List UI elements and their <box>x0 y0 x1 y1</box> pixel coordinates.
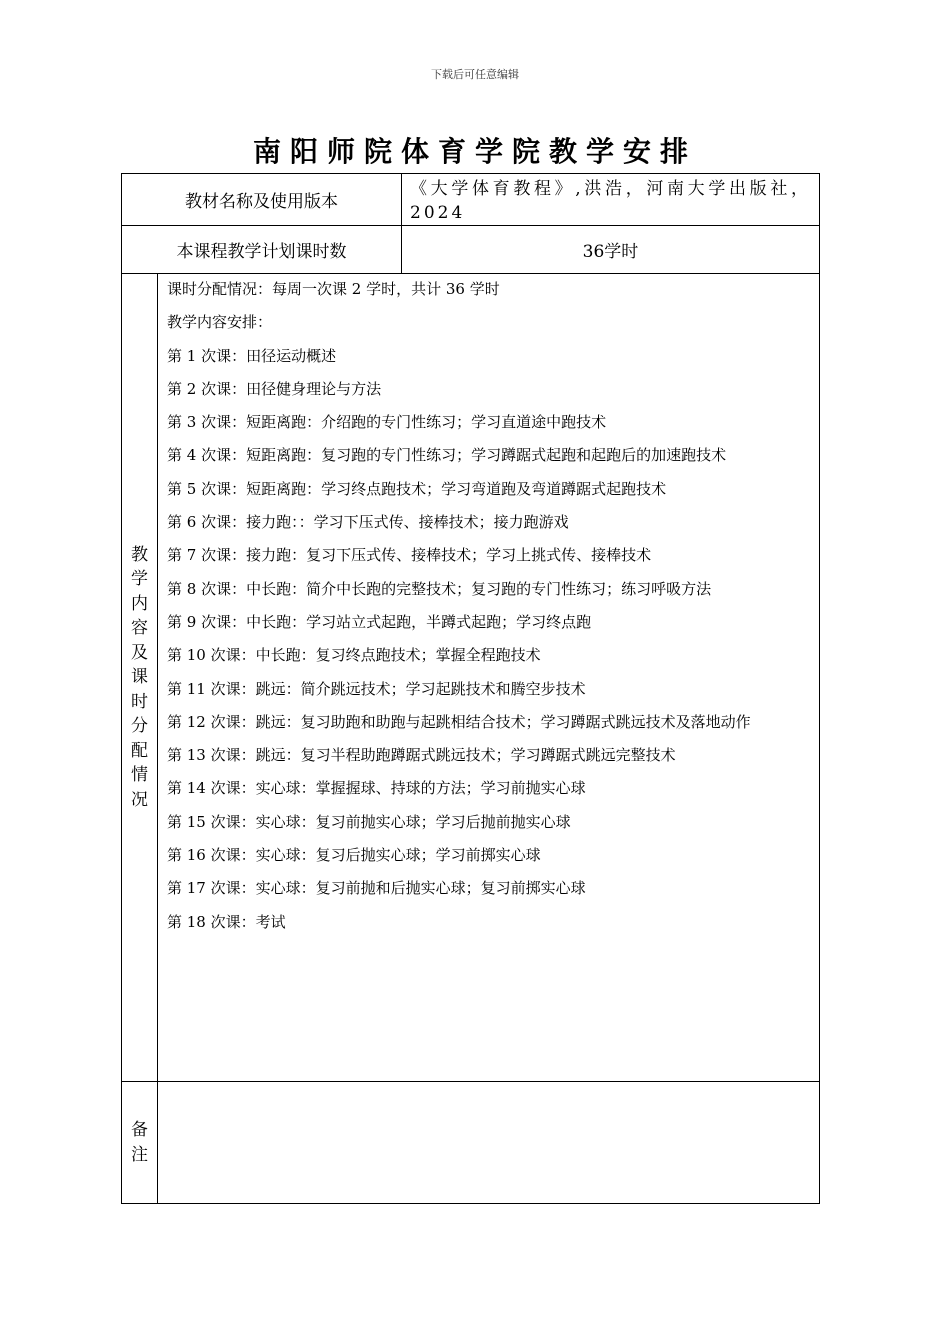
lesson-line: 第 4 次课：短距离跑：复习跑的专门性练习；学习蹲踞式起跑和起跑后的加速跑技术 <box>167 446 727 465</box>
lesson-line: 第 12 次课：跳远：复习助跑和助跑与起跳相结合技术；学习蹲踞式跳远技术及落地动作 <box>167 712 751 731</box>
page-title: 南阳师院体育学院教学安排 <box>252 135 697 168</box>
lesson-line: 第 9 次课：中长跑：学习站立式起跑，半蹲式起跑；学习终点跑 <box>167 612 592 631</box>
textbook-value: 《大学体育教程》,洪浩，河南大学出版社，2024 <box>402 174 820 226</box>
content-label-char: 时 <box>131 691 148 712</box>
lesson-line: 第 16 次课：实心球：复习后抛实心球；学习前掷实心球 <box>167 846 541 865</box>
content-label-char: 课 <box>131 667 148 688</box>
allocation-summary: 课时分配情况：每周一次课 2 学时，共计 36 学时 <box>167 280 500 298</box>
lesson-line: 第 2 次课：田径健身理论与方法 <box>167 379 382 398</box>
lesson-line: 第 6 次课：接力跑：：学习下压式传、接棒技术；接力跑游戏 <box>167 513 569 532</box>
remarks-label-char: 备 <box>131 1120 148 1140</box>
content-label-char: 容 <box>131 618 148 639</box>
remarks-row <box>122 1082 820 1204</box>
lesson-line: 第 15 次课：实心球：复习前抛实心球；学习后抛前抛实心球 <box>167 812 571 831</box>
lesson-line: 第 10 次课：中长跑：复习终点跑技术；掌握全程跑技术 <box>167 646 541 665</box>
header-note: 下载后可任意编辑 <box>431 68 519 81</box>
content-row <box>122 274 820 1082</box>
content-label <box>122 274 158 1082</box>
remarks-label <box>122 1082 158 1204</box>
content-label-char: 教 <box>131 544 148 565</box>
lesson-line: 第 5 次课：短距离跑：学习终点跑技术；学习弯道跑及弯道蹲踞式起跑技术 <box>167 479 667 498</box>
lesson-line: 第 1 次课：田径运动概述 <box>167 346 337 365</box>
content-label-char: 情 <box>131 765 148 786</box>
lesson-line: 第 11 次课：跳远：简介跳远技术；学习起跳技术和腾空步技术 <box>167 679 586 698</box>
content-label-char: 配 <box>131 740 148 761</box>
lesson-line: 第 8 次课：中长跑：简介中长跑的完整技术；复习跑的专门性练习；练习呼吸方法 <box>167 579 712 598</box>
hours-label: 本课程教学计划课时数 <box>122 226 402 274</box>
lesson-line: 第 13 次课：跳远：复习半程助跑蹲踞式跳远技术；学习蹲踞式跳远完整技术 <box>167 746 676 765</box>
lesson-line: 第 7 次课：接力跑：复习下压式传、接棒技术；学习上挑式传、接棒技术 <box>167 546 652 565</box>
remarks-value <box>158 1082 820 1204</box>
textbook-label: 教材名称及使用版本 <box>122 174 402 226</box>
content-label-char: 内 <box>131 593 148 614</box>
content-body <box>158 274 820 1082</box>
lesson-line: 第 17 次课：实心球：复习前抛和后抛实心球；复习前掷实心球 <box>167 879 586 898</box>
content-label-char: 分 <box>131 716 148 737</box>
content-label-char: 及 <box>131 642 148 663</box>
content-label-char: 学 <box>131 569 148 590</box>
teaching-plan-table <box>121 173 820 1204</box>
arrangement-heading: 教学内容安排： <box>167 313 273 332</box>
remarks-label-char: 注 <box>131 1144 148 1165</box>
lesson-line: 第 3 次课：短距离跑：介绍跑的专门性练习；学习直道途中跑技术 <box>167 413 607 432</box>
lesson-line: 第 14 次课：实心球：掌握握球、持球的方法；学习前抛实心球 <box>167 779 586 798</box>
content-label-char: 况 <box>131 789 148 810</box>
hours-row <box>122 226 820 274</box>
hours-value: 36学时 <box>402 226 820 274</box>
lesson-line: 第 18 次课：考试 <box>167 912 286 931</box>
textbook-row <box>122 174 820 226</box>
